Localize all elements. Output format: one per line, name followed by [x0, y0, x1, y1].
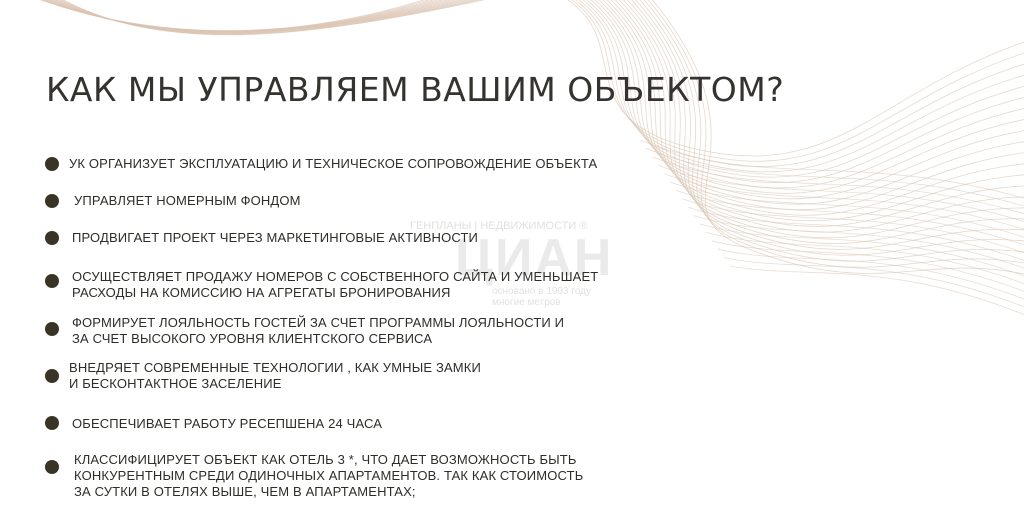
bullet-dot-icon — [45, 194, 59, 208]
list-item-line: ЗА СЧЕТ ВЫСОКОГО УРОВНЯ КЛИЕНТСКОГО СЕРВИСА — [72, 331, 433, 346]
bullet-dot-icon — [45, 322, 59, 336]
list-item-line: И БЕСКОНТАКТНОЕ ЗАСЕЛЕНИЕ — [69, 376, 282, 391]
list-item-line: ВНЕДРЯЕТ СОВРЕМЕННЫЕ ТЕХНОЛОГИИ , КАК УМНЫЕ ЗАМКИ — [69, 360, 481, 375]
wave-line — [610, 0, 1024, 221]
list-item-text — [69, 156, 597, 172]
list-item-line: КЛАССИФИЦИРУЕТ ОБЪЕКТ КАК ОТЕЛЬ 3 *, ЧТО ДАЕТ ВОЗМОЖНОСТЬ БЫТЬ — [74, 452, 577, 467]
bullet-dot-icon — [45, 460, 59, 474]
bullet-dot-icon — [45, 369, 59, 383]
list-item-line: УК ОРГАНИЗУЕТ ЭКСПЛУАТАЦИЮ И ТЕХНИЧЕСКОЕ СОПРОВОЖДЕНИЕ ОБЪЕКТА — [69, 156, 598, 171]
bullet-dot-icon — [45, 231, 59, 245]
page-title: КАК МЫ УПРАВЛЯЕМ ВАШИМ ОБЪЕКТОМ? — [46, 70, 785, 109]
list-item-line: КОНКУРЕНТНЫМ СРЕДИ ОДИНОЧНЫХ АПАРТАМЕНТОВ. ТАК КАК СТОИМОСТЬ — [74, 468, 584, 483]
list-item-text — [72, 269, 598, 301]
list-item-line: ОБЕСПЕЧИВАЕТ РАБОТУ РЕСЕПШЕНА 24 ЧАСА — [72, 416, 383, 431]
list-item-line: ФОРМИРУЕТ ЛОЯЛЬНОСТЬ ГОСТЕЙ ЗА СЧЕТ ПРОГРАММЫ ЛОЯЛЬНОСТИ И — [72, 315, 565, 330]
bullet-dot-icon — [45, 157, 59, 171]
list-item-text — [69, 360, 481, 392]
watermark-tagline-bottom: основано в 1993 году многие метров — [492, 286, 591, 308]
list-item-text — [72, 315, 564, 347]
watermark-tagline-top: ГЕНПЛАНЫ | НЕДВИЖИМОСТИ ® — [410, 220, 588, 232]
watermark-brand: ЦИАН — [455, 229, 614, 287]
wave-line — [627, 0, 1024, 244]
wave-line — [636, 0, 1024, 255]
wave-line — [700, 224, 1024, 278]
wave-line — [615, 0, 1024, 226]
list-item-text — [74, 452, 583, 500]
wave-line — [718, 249, 1024, 301]
list-item-text — [74, 193, 301, 209]
wave-line — [46, 0, 468, 33]
list-item-line: ЗА СУТКИ В ОТЕЛЯХ ВЫШЕ, ЧЕМ В АПАРТАМЕНТАХ; — [74, 484, 416, 499]
list-item-line: УПРАВЛЯЕТ НОМЕРНЫМ ФОНДОМ — [74, 193, 301, 208]
wave-line — [646, 148, 1024, 207]
list-item-text — [72, 416, 382, 432]
list-item-line: ПРОДВИГАЕТ ПРОЕКТ ЧЕРЕЗ МАРКЕТИНГОВЫЕ АКТИВНОСТИ — [72, 230, 479, 245]
bullet-dot-icon — [45, 416, 59, 430]
list-item-line: ОСУЩЕСТВЛЯЕТ ПРОДАЖУ НОМЕРОВ С СОБСТВЕННОГО САЙТА И УМЕНЬШАЕТ — [72, 269, 599, 284]
list-item-text — [72, 230, 478, 246]
bullet-dot-icon — [45, 274, 59, 288]
list-item-line: РАСХОДЫ НА КОМИССИЮ НА АГРЕГАТЫ БРОНИРОВАНИЯ — [72, 285, 451, 300]
